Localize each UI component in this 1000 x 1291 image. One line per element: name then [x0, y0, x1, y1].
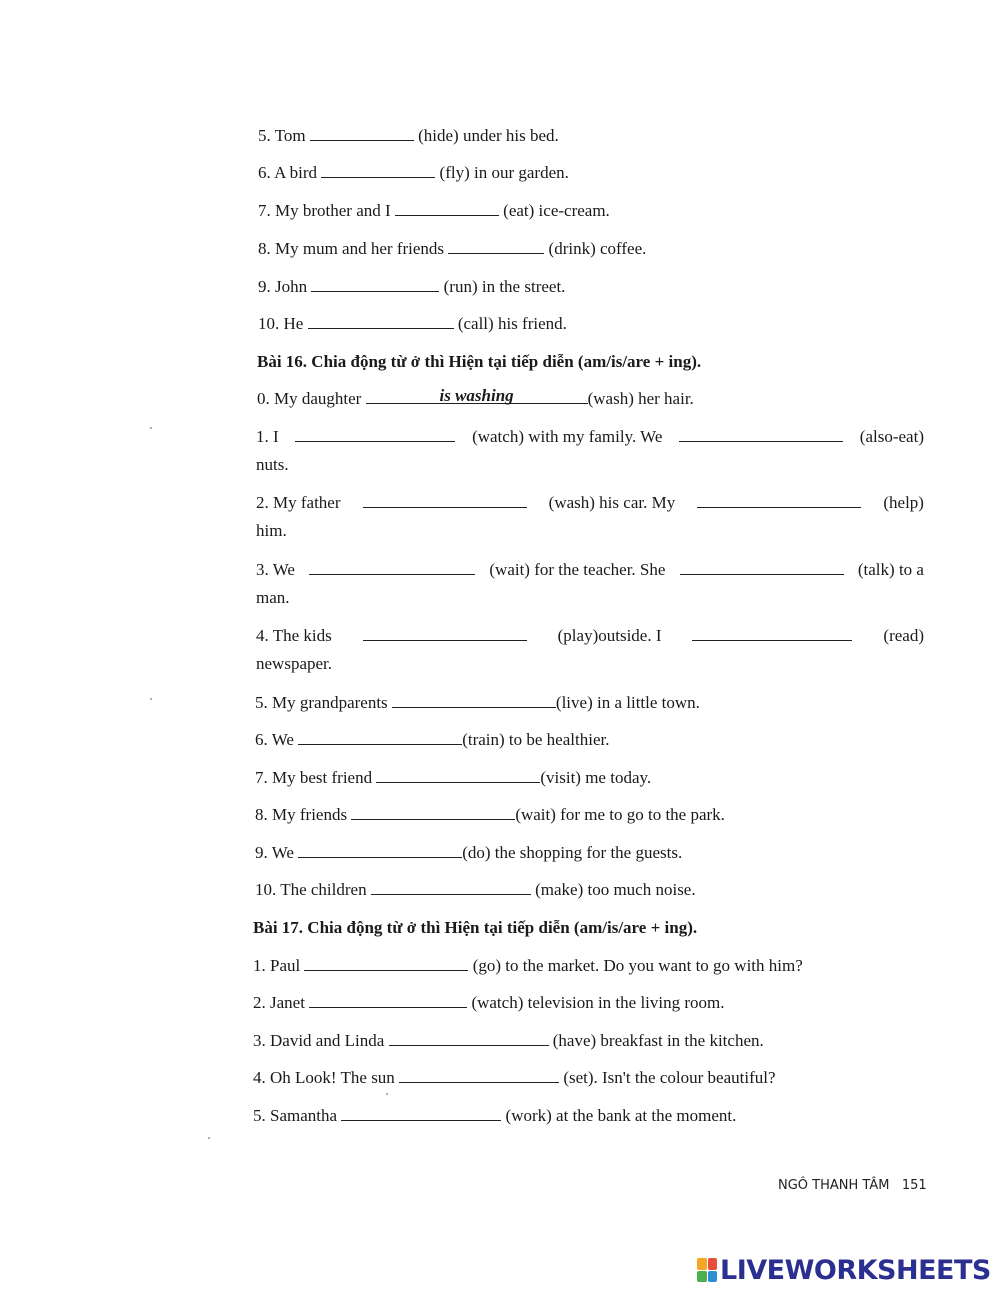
answer-blank[interactable] [309, 993, 467, 1008]
answer-blank[interactable] [310, 126, 414, 141]
answer-blank[interactable] [311, 277, 439, 292]
answer-blank[interactable] [363, 626, 527, 641]
answer-blank[interactable] [679, 427, 843, 442]
answer-blank[interactable] [697, 493, 861, 508]
exercise-line: 6. We (train) to be healthier. [255, 730, 610, 749]
answer-blank[interactable] [399, 1068, 559, 1083]
exercise-line: 5. My grandparents (live) in a little town. [255, 693, 700, 712]
example-line: 0. My daughter is washing (wash) her hair. [257, 386, 694, 408]
exercise-line: 8. My friends (wait) for me to go to the park. [255, 805, 725, 824]
answer-blank[interactable] [395, 201, 499, 216]
answer-blank[interactable] [304, 956, 468, 971]
answer-blank[interactable] [692, 626, 852, 641]
example-answer: is washing [366, 389, 588, 404]
answer-blank[interactable] [309, 560, 475, 575]
answer-blank[interactable] [392, 693, 556, 708]
answer-blank[interactable] [363, 493, 527, 508]
page-footer [778, 1178, 927, 1193]
exercise-line: 8. My mum and her friends (drink) coffee. [258, 239, 647, 258]
answer-blank[interactable] [351, 805, 515, 820]
exercise-line: 10. The children (make) too much noise. [255, 880, 696, 899]
exercise-line: 2. My father (wash) his car. My (help) him. [256, 493, 924, 540]
exercise-line: 4. Oh Look! The sun (set). Isn't the colour beautiful? [253, 1068, 776, 1087]
exercise-line: 10. He (call) his friend. [258, 314, 567, 333]
exercise-line: 9. John (run) in the street. [258, 277, 566, 296]
exercise-line: 3. David and Linda (have) breakfast in the kitchen. [253, 1031, 764, 1050]
answer-blank[interactable] [680, 560, 844, 575]
section-16-heading: Bài 16. Chia động từ ở thì Hiện tại tiếp diễn (am/is/are + ing). [257, 352, 702, 371]
exercise-line: 7. My brother and I (eat) ice-cream. [258, 201, 610, 220]
answer-blank[interactable] [298, 843, 462, 858]
exercise-line: 6. A bird (fly) in our garden. [258, 163, 569, 182]
scan-speck [150, 698, 152, 700]
scan-speck [150, 427, 152, 429]
exercise-line: 1. I (watch) with my family. We (also-eat) nuts. [256, 427, 924, 474]
exercise-line: 5. Samantha (work) at the bank at the moment. [253, 1106, 737, 1125]
answer-blank[interactable] [389, 1031, 549, 1046]
answer-blank[interactable] [295, 427, 455, 442]
scan-speck [208, 1137, 210, 1139]
answer-blank[interactable] [321, 163, 435, 178]
exercise-line: 5. Tom (hide) under his bed. [258, 126, 559, 145]
answer-blank[interactable] [298, 730, 462, 745]
page-number: 151 [901, 1178, 927, 1193]
answer-blank[interactable] [371, 880, 531, 895]
logo-text: LIVEWORKSHEETS [720, 1254, 991, 1286]
exercise-line: 2. Janet (watch) television in the living room. [253, 993, 725, 1012]
section-17-heading: Bài 17. Chia động từ ở thì Hiện tại tiếp diễn (am/is/are + ing). [253, 918, 698, 937]
exercise-line: 9. We (do) the shopping for the guests. [255, 843, 683, 862]
answer-blank[interactable] [376, 768, 540, 783]
answer-blank[interactable] [448, 239, 544, 254]
exercise-line: 3. We (wait) for the teacher. She (talk) to a man. [256, 560, 924, 607]
liveworksheets-logo [697, 1253, 991, 1287]
author-name: NGÔ THANH TÂM [778, 1178, 890, 1193]
exercise-line: 7. My best friend (visit) me today. [255, 768, 652, 787]
answer-blank[interactable] [308, 314, 454, 329]
scan-speck [386, 1093, 388, 1095]
answer-blank[interactable] [341, 1106, 501, 1121]
logo-mark-icon [697, 1258, 717, 1282]
exercise-line: 1. Paul (go) to the market. Do you want to go with him? [253, 956, 803, 975]
exercise-line: 4. The kids (play)outside. I (read) newspaper. [256, 626, 924, 673]
